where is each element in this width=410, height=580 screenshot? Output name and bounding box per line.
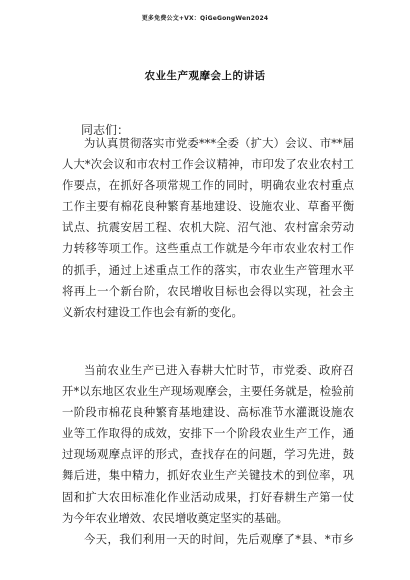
paragraph-line: 人大*次会议和市农村工作会议精神，市印发了农业农村工 <box>62 158 354 172</box>
paragraph-line: 力转移等项工作。这些重点工作就是今年市农业农村工作 <box>62 242 354 256</box>
paragraph-line: 将再上一个新台阶，农民增收目标也会得以实现，社会主 <box>62 284 354 298</box>
paragraph-1 <box>62 133 354 323</box>
document-title: 农业生产观摩会上的讲话 <box>144 70 266 82</box>
paragraph-line: 工作主要有棉花良种繁育基地建设、设施农业、草畜平衡 <box>62 200 354 214</box>
paragraph-line: 业等工作取得的成效，安排下一个阶段农业生产工作，通 <box>62 427 354 441</box>
paragraph-line: 一阶段市棉花良种繁育基地建设、高标准节水灌溉设施农 <box>62 406 354 420</box>
salutation: 同志们： <box>81 123 130 137</box>
paragraph-line: 为今年农业增效、农民增收奠定坚实的基础。 <box>62 511 288 525</box>
header-note: 更多免费公文+VX：QiGeGongWen2024 <box>141 15 269 22</box>
paragraph-3 <box>62 529 354 550</box>
paragraph-line: 舞后进，集中精力，抓好农业生产关键技术的到位率，巩 <box>62 469 354 483</box>
paragraph-line: 当前农业生产已进入春耕大忙时节，市党委、政府召 <box>84 364 354 377</box>
paragraph-line: 义新农村建设工作也会有新的变化。 <box>62 305 243 319</box>
paragraph-line: 固和扩大农田标准化作业活动成果，打好春耕生产第一仗 <box>62 490 354 504</box>
paragraph-line: 的抓手，通过上述重点工作的落实，市农业生产管理水平 <box>62 263 354 277</box>
paragraph-line: 开*以东地区农业生产现场观摩会，主要任务就是，检验前 <box>62 385 354 399</box>
paragraph-line: 过现场观摩点评的形式，查找存在的问题，学习先进，鼓 <box>62 448 354 462</box>
paragraph-2 <box>62 360 354 529</box>
paragraph-line: 为认真贯彻落实市党委***全委（扩大）会议、市**届 <box>84 137 354 150</box>
paragraph-line: 今天，我们利用一天的时间，先后观摩了*县、*市乡 <box>84 533 354 546</box>
paragraph-line: 试点、抗震安居工程、农机大院、沼气池、农村富余劳动 <box>62 221 354 235</box>
paragraph-line: 作要点，在抓好各项常规工作的同时，明确农业农村重点 <box>62 179 354 193</box>
